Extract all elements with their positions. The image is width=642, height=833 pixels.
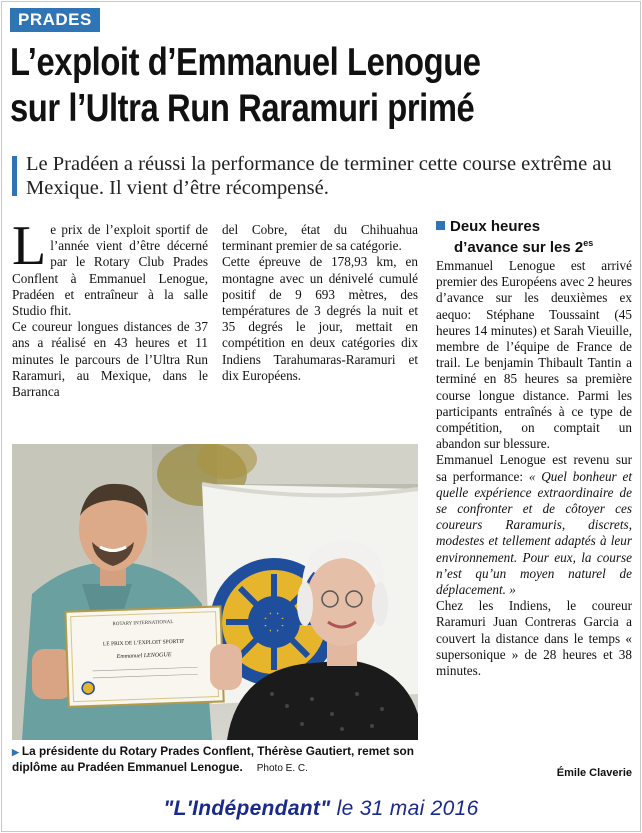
paragraph: del Cobre, état du Chihuahua terminant premier de sa catégorie. [222, 222, 418, 254]
svg-text:ROTARY INTERNATIONAL: ROTARY INTERNATIONAL [112, 620, 174, 628]
caption-text: La présidente du Rotary Prades Conflent, Thérèse Gautiert, remet son diplôme au Pradéen Emmanuel Lenogue. [12, 744, 414, 774]
square-bullet-icon [436, 221, 445, 230]
section-tag: PRADES [10, 8, 100, 32]
source-footer [0, 797, 642, 821]
paragraph: Emmanuel Lenogue est arrivé premier des Européens avec 2 heures d’avance sur les deuxièmes ex aequo: Stéphane Toussaint (45 heures 14 minutes) et Sarah Vieuille, membre de l’équipe de France de trail. Le benjamin Thibault Tantin a terminé en 85 heures sa première course longue distance. Parmi les participants entraînés à ce type de compétition, on comptait un abandon sur blessure. [436, 258, 632, 452]
subhead-line-1: Deux heures [450, 218, 541, 235]
paragraph: e prix de l’exploit sportif de l’année vient d’être décerné par le Rotary Club Prades Conflent à Emmanuel Lenogue, Pradéen et entraîneur à la salle Studio fhit. [12, 222, 208, 319]
photo [12, 444, 418, 740]
quote-lead: Emmanuel Lenogue est revenu sur sa performance: [436, 452, 632, 484]
article-column-3 [436, 218, 632, 679]
source-date: le 31 mai 2016 [336, 797, 479, 820]
byline: Émile Claverie [556, 767, 632, 779]
quote: « Quel bonheur et quelle expérience extraordinaire de se confronter et de côtoyer ces coureurs Raramuris, discrets, modestes et tellement adaptés à leur environnement. Pour eux, la course n’est qu’un moyen naturel de déplacement. » [436, 468, 632, 598]
svg-text:Emmanuel LENOGUE: Emmanuel LENOGUE [116, 652, 172, 661]
subhead-sup: es [583, 238, 594, 248]
photo-illustration [12, 444, 418, 740]
headline-line-1: L’exploit d’Emmanuel Lenogue [10, 41, 481, 84]
subhead-line-2: d’avance sur les $2^{es}$ [454, 238, 594, 256]
paragraph: Ce coureur longues distances de 37 ans a réalisé en 43 heures et 11 minutes le parcours de l’Ultra Run Raramuri, au Mexique, dans le Barranca [12, 319, 208, 400]
article-column-2 [222, 222, 418, 384]
caption-triangle-icon: ▶ [12, 747, 19, 757]
lede-accent-bar [12, 156, 17, 196]
dropcap: L [12, 215, 47, 277]
paragraph [436, 452, 632, 598]
article-column-1 [12, 215, 208, 400]
subhead [436, 218, 632, 256]
headline [10, 40, 532, 132]
diploma [65, 606, 223, 706]
svg-text:LE PRIX DE L’EXPLOIT SPORTIF: LE PRIX DE L’EXPLOIT SPORTIF [102, 638, 185, 648]
paragraph: Chez les Indiens, le coureur Raramuri Juan Contreras Garcia a couvert la distance dans le temps « supersonique » de 28 heures et 38 minutes. [436, 598, 632, 679]
photo-credit: Photo E. C. [256, 763, 308, 774]
paragraph: Cette épreuve de 178,93 km, en montagne avec un dénivelé cumulé positif de 9 693 mètres, des températures de 3 degrés la nuit et 35 degrés le jour, mettait en compétition en deux catégories dix Indiens Tarahumaras-Raramuri et dix Européens. [222, 254, 418, 383]
photo-caption [12, 744, 422, 776]
source-name: "L'Indépendant" [163, 797, 331, 820]
lede: Le Pradéen a réussi la performance de terminer cette course extrême au Mexique. Il vient d’être récompensé. [26, 153, 612, 199]
headline-line-2: sur l’Ultra Run Raramuri primé [10, 87, 475, 130]
